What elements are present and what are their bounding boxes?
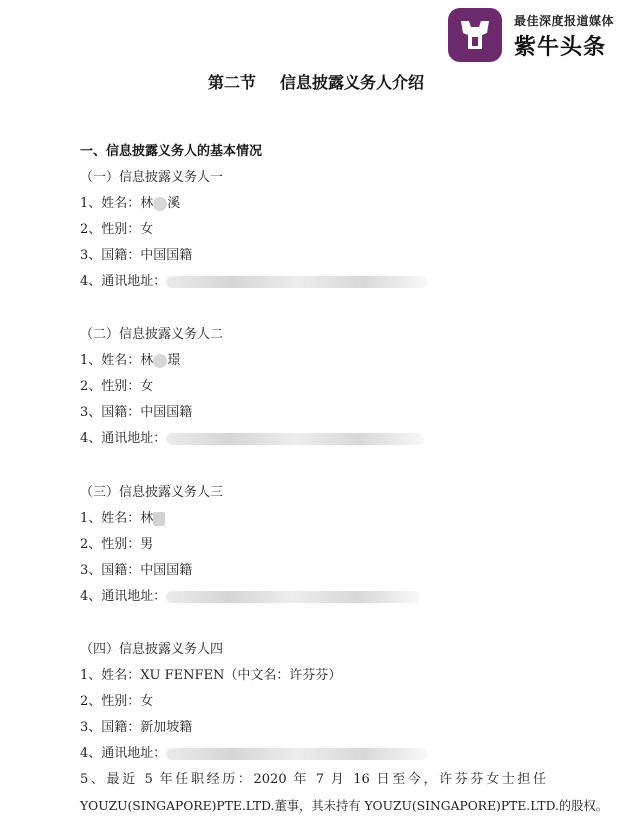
section-number: 第二节 [207,73,256,92]
name-label: 1、姓名： [80,668,141,683]
gender-label: 2、性别： [80,537,141,552]
gender-label: 2、性别： [80,379,141,394]
person-2-gender [80,378,153,396]
redacted-address [166,276,428,288]
gender-value: 女 [140,222,154,237]
nationality-label: 3、国籍： [80,405,141,420]
person-2-address [80,430,424,448]
person-3-nationality [80,562,192,580]
nationality-label: 3、国籍： [80,248,141,263]
redacted-address [166,748,428,760]
person-1-nationality [80,247,192,265]
bull-head-icon [455,15,495,55]
person-2-nationality [80,404,192,422]
nationality-value: 新加坡籍 [140,720,193,735]
redacted-address [166,433,424,445]
person-4-experience-line-1: 5、最近 5 年任职经历：2020 年 7 月 16 日至今，许芬芬女士担任 [80,772,546,787]
person-1-gender [80,221,153,239]
redaction-mark [153,354,167,368]
page-title [0,70,632,93]
brand-logo [448,8,628,64]
gender-value: 女 [140,694,154,709]
section-title: 信息披露义务人介绍 [280,73,425,92]
nationality-label: 3、国籍： [80,720,141,735]
person-4-address [80,745,428,763]
address-label: 4、通讯地址： [80,274,167,289]
nationality-value: 中国国籍 [140,248,193,263]
name-value: 林 [140,511,154,526]
name-value: XU FENFEN（中文名：许芬芬） [140,668,342,683]
person-1-heading: （一）信息披露义务人一 [80,170,224,185]
person-4-heading: （四）信息披露义务人四 [80,642,224,657]
person-3-address [80,588,420,606]
person-2-name [80,352,180,370]
address-label: 4、通讯地址： [80,431,167,446]
person-1-name [80,195,180,213]
redaction-mark [153,512,165,526]
logo-name: 紫牛头条 [514,35,607,60]
nationality-label: 3、国籍： [80,563,141,578]
section-heading: 一、信息披露义务人的基本情况 [80,144,263,159]
person-4-nationality [80,719,192,737]
gender-label: 2、性别： [80,694,141,709]
person-4-gender [80,693,153,711]
gender-value: 男 [140,537,154,552]
name-label: 1、姓名： [80,196,141,211]
person-3-gender [80,536,153,554]
nationality-value: 中国国籍 [140,405,193,420]
person-1-address [80,273,428,291]
address-label: 4、通讯地址： [80,746,167,761]
logo-slogan: 最佳深度报道媒体 [514,14,615,28]
address-label: 4、通讯地址： [80,589,167,604]
name-value: 林 [140,196,154,211]
gender-label: 2、性别： [80,222,141,237]
person-4-experience-line-2: YOUZU(SINGAPORE)PTE.LTD.董事，其未持有 YOUZU(SINGAPORE)PTE.LTD.的股权。 [80,799,609,813]
name-value: 林 [140,353,154,368]
name-value-tail: 璟 [167,353,181,368]
name-value-tail: 溪 [167,196,181,211]
gender-value: 女 [140,379,154,394]
person-2-heading: （二）信息披露义务人二 [80,327,224,342]
name-label: 1、姓名： [80,353,141,368]
name-label: 1、姓名： [80,511,141,526]
person-3-heading: （三）信息披露义务人三 [80,485,224,500]
person-3-name [80,510,165,528]
logo-badge [448,8,502,62]
redacted-address [166,591,420,603]
nationality-value: 中国国籍 [140,563,193,578]
person-4-name [80,667,341,685]
redaction-mark [153,197,167,211]
